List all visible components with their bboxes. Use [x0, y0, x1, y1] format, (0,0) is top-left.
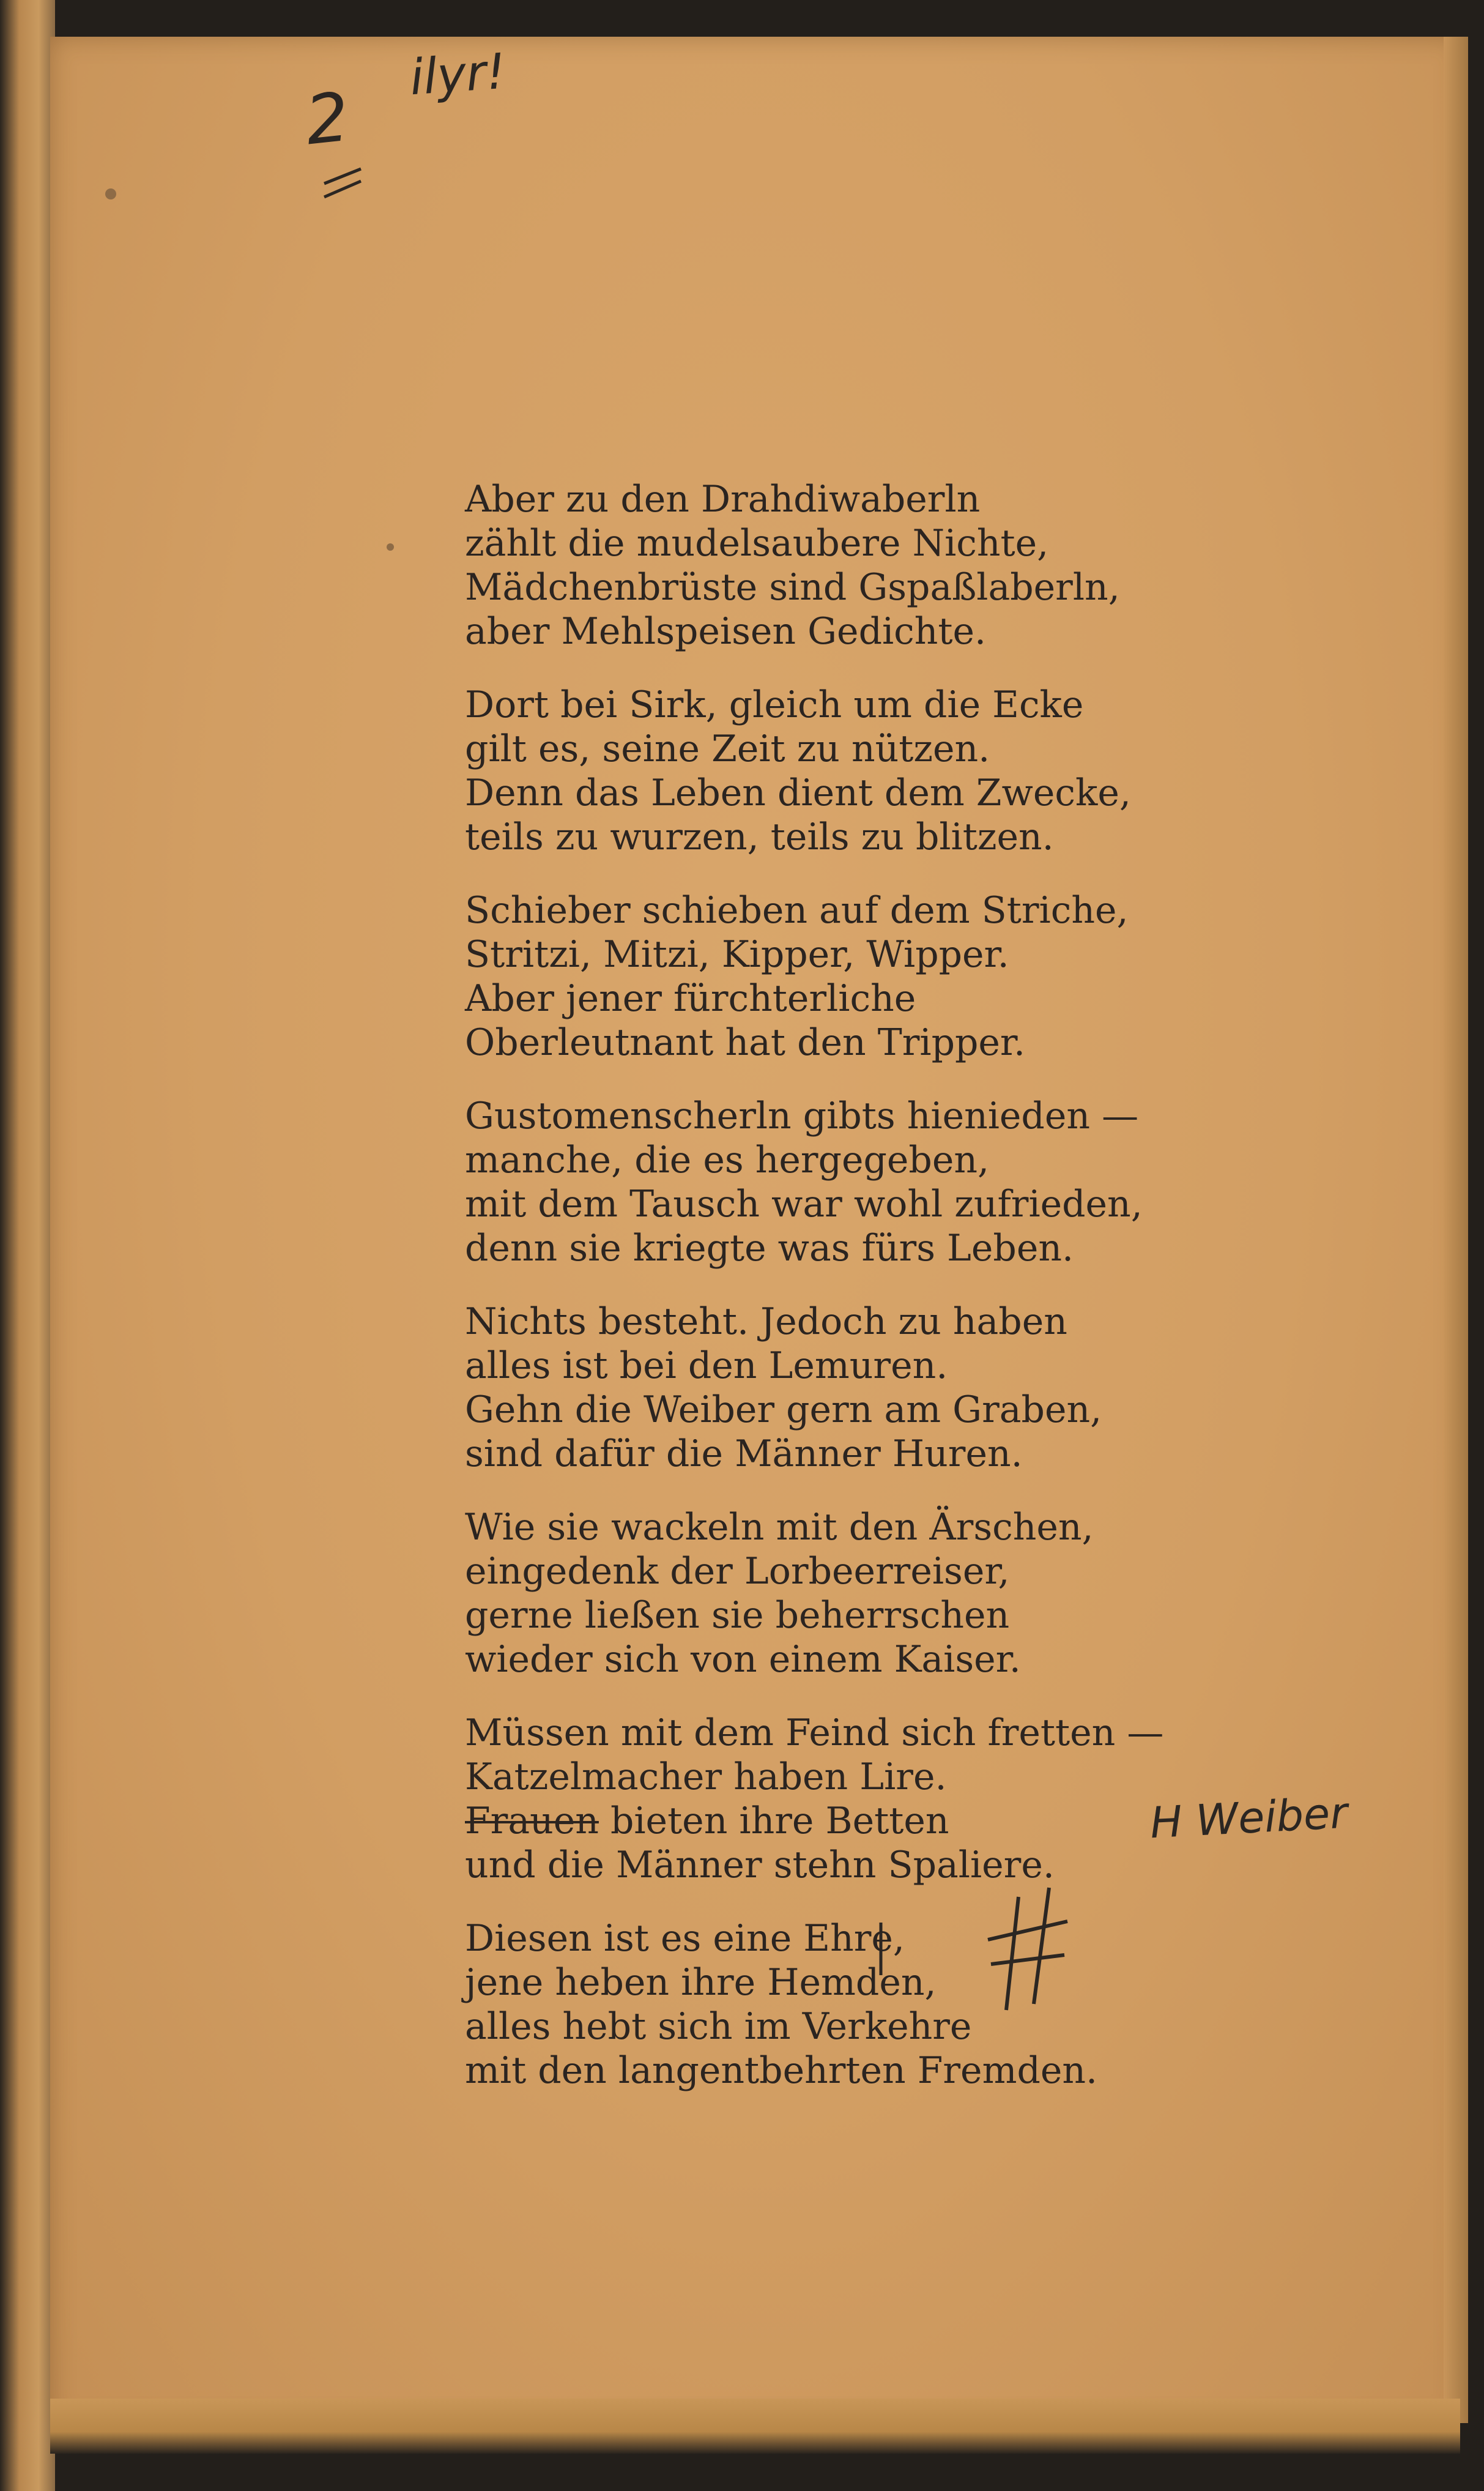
poem-line: Müssen mit dem Feind sich fretten — [465, 1711, 1164, 1754]
stanza [465, 1300, 1199, 1476]
poem-line: gerne ließen sie beherrschen [465, 1594, 1010, 1637]
poem-line: Oberleutnant hat den Tripper. [465, 1021, 1026, 1064]
poem-line: sind dafür die Männer Huren. [465, 1432, 1023, 1475]
poem-line: und die Männer stehn Spaliere. [465, 1844, 1055, 1886]
poem-line: Denn das Leben dient dem Zwecke, [465, 772, 1131, 814]
poem-line: manche, die es hergegeben, [465, 1139, 990, 1182]
stanza [465, 683, 1199, 859]
poem-line: Gustomenscherln gibts hienieden — [465, 1095, 1139, 1138]
paper-speck [387, 543, 394, 551]
stanza [465, 1094, 1199, 1270]
handwritten-margin-note: H Weiber [1149, 1787, 1349, 1849]
poem-line: Schieber schieben auf dem Striche, [465, 889, 1129, 932]
poem-line: Wie sie wackeln mit den Ärschen, [465, 1506, 1094, 1549]
stanza [465, 888, 1199, 1065]
poem-line: wieder sich von einem Kaiser. [465, 1638, 1021, 1681]
struck-word: Frauen [465, 1800, 599, 1842]
handwritten-page-number: 2 [302, 77, 353, 160]
poem-line: alles hebt sich im Verkehre [465, 2005, 972, 2048]
poem-line: mit den langentbehrten Fremden. [465, 2049, 1098, 2092]
page-bottom-edge [50, 2399, 1460, 2454]
poem [465, 477, 1199, 2122]
handwritten-top-note: ilyr! [407, 42, 508, 106]
poem-line: Aber jener fürchterliche [465, 977, 916, 1020]
stanza [465, 1916, 1199, 2093]
poem-line: Aber zu den Drahdiwaberln [465, 478, 981, 521]
page-right-edge [1444, 37, 1468, 2423]
poem-line: jene heben ihre Hemden, [465, 1961, 937, 2004]
poem-line: Nichts besteht. Jedoch zu haben [465, 1300, 1067, 1343]
book-spine [0, 0, 55, 2491]
poem-line: mit dem Tausch war wohl zufrieden, [465, 1183, 1143, 1226]
poem-line: Gehn die Weiber gern am Graben, [465, 1388, 1102, 1431]
stanza [465, 1505, 1199, 1681]
poem-line: zählt die mudelsaubere Nichte, [465, 522, 1049, 565]
poem-line: Mädchenbrüste sind Gspaßlaberln, [465, 566, 1120, 609]
poem-line: Dort bei Sirk, gleich um die Ecke [465, 683, 1084, 726]
stanza [465, 1711, 1199, 1887]
poem-line: denn sie kriegte was fürs Leben. [465, 1227, 1074, 1270]
poem-line: Diesen ist es eine Ehre, [465, 1917, 905, 1960]
poem-line: gilt es, seine Zeit zu nützen. [465, 728, 990, 770]
stanza [465, 477, 1199, 653]
poem-line: alles ist bei den Lemuren. [465, 1344, 948, 1387]
poem-line: eingedenk der Lorbeerreiser, [465, 1550, 1010, 1593]
paper-speck [105, 188, 116, 199]
poem-line: Stritzi, Mitzi, Kipper, Wipper. [465, 933, 1009, 976]
struck-line-rest: bieten ihre Betten [598, 1800, 949, 1842]
handwritten-double-stroke-icon [321, 165, 364, 199]
poem-line: Katzelmacher haben Lire. [465, 1756, 947, 1798]
poem-line: teils zu wurzen, teils zu blitzen. [465, 816, 1054, 858]
poem-line-struck [465, 1799, 1199, 1843]
poem-line: aber Mehlspeisen Gedichte. [465, 610, 987, 653]
